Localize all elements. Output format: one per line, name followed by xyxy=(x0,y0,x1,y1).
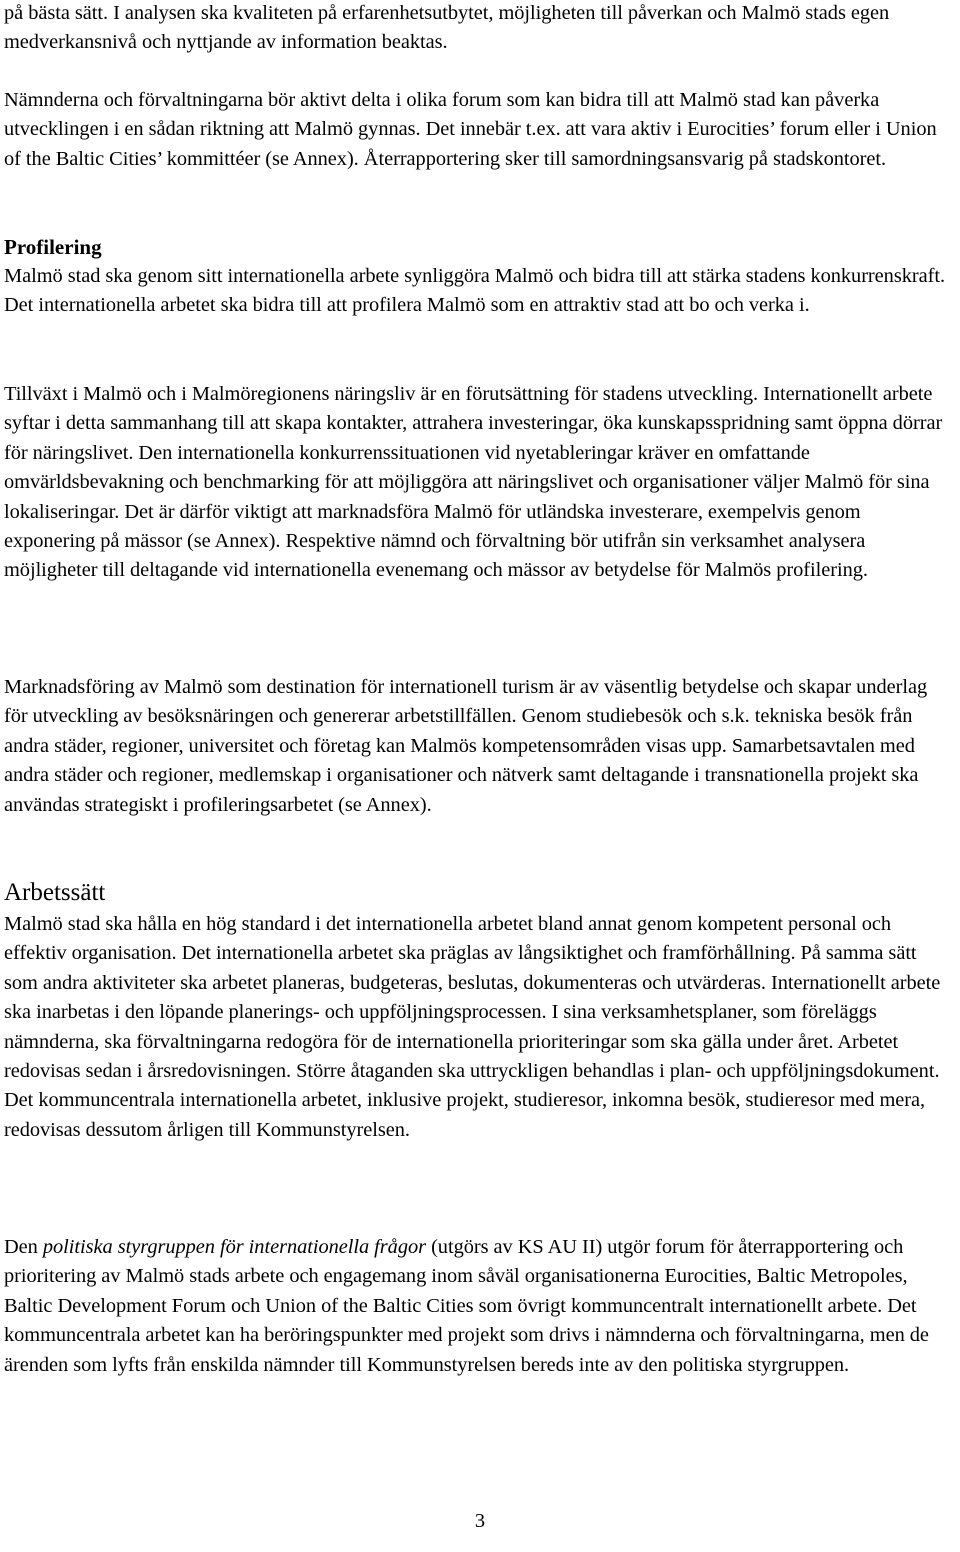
paragraph-tillvaxt: Tillväxt i Malmö och i Malmöregionens näringsliv är en förutsättning för stadens utveckling. Internationellt arbete syftar i detta sammanhang till att skapa kontakter, attrahera investeringar, öka kunskapsspridning samt öppna dörrar för näringslivet. Den internationella konkurrenssituationen vid nyetableringar kräver en omfattande omvärldsbevakning och benchmarking för att möjliggöra att näringslivet och organisationer väljer Malmö för sina lokaliseringar. Det är därför viktigt att marknadsföra Malmö för utländska investerare, exempelvis genom exponering på mässor (se Annex). Respektive nämnd och förvaltning bör utifrån sin verksamhet analysera möjligheter till deltagande vid internationella evenemang och mässor av betydelse för Malmös profilering. xyxy=(4,383,943,582)
paragraph-styrgrupp xyxy=(4,1233,950,1380)
paragraph-profilering: Malmö stad ska genom sitt internationella arbete synliggöra Malmö och bidra till att stärka stadens konkurrenskraft. Det internationella arbetet ska bidra till att profilera Malmö som en attraktiv stad att bo och verka i. xyxy=(4,265,945,317)
paragraph-intro: på bästa sätt. I analysen ska kvaliteten på erfarenhetsutbytet, möjligheten till påverkan och Malmö stads egen medverkansnivå och nyttjande av information beaktas. xyxy=(4,2,890,54)
paragraph-arbetssatt: Malmö stad ska hålla en hög standard i det internationella arbetet bland annat genom kompetent personal och effektiv organisation. Det internationella arbetet ska präglas av långsiktighet och framförhållning. På samma sätt som andra aktiviteter ska arbetet planeras, budgeteras, beslutas, dokumenteras och utvärderas. Internationellt arbete ska inarbetas i den löpande planerings- och uppföljningsprocessen. I sina verksamhetsplaner, som föreläggs nämnderna, ska förvaltningarna redogöra för de internationella prioriteringar som ska gälla under året. Arbetet redovisas sedan i årsredovisningen. Större åtaganden ska uttryckligen behandlas i plan- och uppföljningsdokument. Det kommuncentrala internationella arbetet, inklusive projekt, studieresor, inkomna besök, studieresor med mera, redovisas dessutom årligen till Kommunstyrelsen. xyxy=(4,913,941,1141)
heading-profilering: Profilering xyxy=(4,235,102,259)
heading-arbetssatt: Arbetssätt xyxy=(4,879,106,906)
page-number: 3 xyxy=(474,1510,486,1532)
styrgrupp-italic: politiska styrgruppen för internationella frågor xyxy=(42,1236,427,1258)
paragraph-marknadsforing: Marknadsföring av Malmö som destination för internationell turism är av väsentlig betydelse och skapar underlag för utveckling av besöksnäringen och genererar arbetstillfällen. Genom studiebesök och s.k. tekniska besök från andra städer, regioner, universitet och företag kan Malmös kompetensområden visas upp. Samarbetsavtalen med andra städer och regioner, medlemskap i organisationer och nätverk samt deltagande i transnationella projekt ska användas strategiskt i profileringsarbetet (se Annex). xyxy=(4,676,928,816)
styrgrupp-rest: (utgörs av KS AU II) utgör forum för återrapportering och prioritering av Malmö stads arbete och engagemang inom såväl organisationerna Eurocities, Baltic Metropoles, Baltic Development Forum och Union of the Baltic Cities som övrigt kommuncentralt internationellt arbete. Det kommuncentrala arbetet kan ha beröringspunkter med projekt som drivs i nämnderna och förvaltningarna, men de ärenden som lyfts från enskilda nämnder till Kommunstyrelsen bereds inte av den politiska styrgruppen. xyxy=(4,1236,929,1376)
styrgrupp-prefix: Den xyxy=(4,1236,43,1258)
paragraph-forum: Nämnderna och förvaltningarna bör aktivt delta i olika forum som kan bidra till att Malmö stad kan påverka utvecklingen i en sådan riktning att Malmö gynnas. Det innebär t.ex. att vara aktiv i Eurocities’ forum eller i Union of the Baltic Cities’ kommittéer (se Annex). Återrapportering sker till samordningsansvarig på stadskontoret. xyxy=(4,89,937,170)
